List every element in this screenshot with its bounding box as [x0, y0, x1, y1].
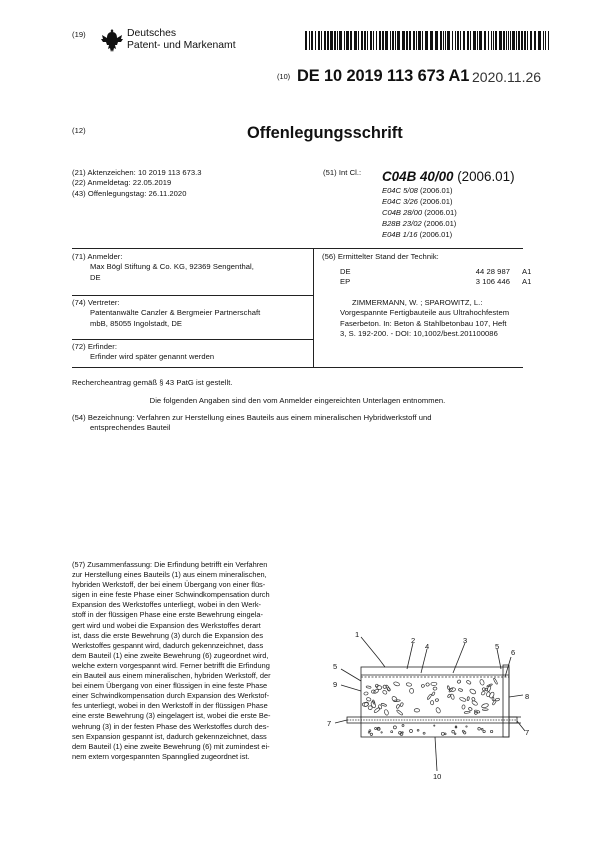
- prior-art-patent-row: DE 44 28 987 A1: [340, 267, 532, 276]
- aggregate-grain: [435, 699, 439, 702]
- aggregate-grain: [481, 728, 483, 730]
- patent-drawing: [325, 625, 535, 785]
- barcode-bar: [318, 31, 320, 50]
- application-data: [72, 168, 202, 199]
- barcode-bar: [460, 31, 461, 50]
- abstract-line: fes unterliegt, wobei in den Werkstoff in der flüssigen Phase: [72, 701, 268, 711]
- barcode: [305, 31, 551, 50]
- applicant-name: Max Bögl Stiftung & Co. KG, 92369 Sengenthal,: [90, 262, 254, 272]
- aggregate-grain: [364, 692, 369, 696]
- designation: [72, 413, 432, 434]
- barcode-bar: [455, 31, 456, 50]
- barcode-bar: [364, 31, 366, 50]
- barcode-bar: [425, 31, 428, 50]
- aggregate-grain: [464, 732, 466, 734]
- application-number: (21) Aktenzeichen: 10 2019 113 673.3: [72, 168, 202, 177]
- figure-label: 2: [411, 636, 416, 645]
- barcode-bar: [495, 31, 497, 50]
- abstract-line: gert wird und wobei die Expansion des Werkstoffes derart: [72, 620, 261, 630]
- barcode-bar: [491, 31, 492, 50]
- barcode-bar: [327, 31, 329, 50]
- office-name-line2: Patent- und Markenamt: [127, 40, 236, 52]
- ipc-secondary-item: E04C 5/08 (2006.01): [382, 186, 453, 195]
- barcode-bar: [418, 31, 421, 50]
- barcode-bar: [385, 31, 388, 50]
- prior-art-label: (56) Ermittelter Stand der Technik:: [322, 252, 439, 261]
- abstract-line: ein Bauteil aus einem mineralischen, hybriden Werkstoff, der: [72, 671, 271, 681]
- barcode-bar: [367, 31, 368, 50]
- aggregate-grain: [466, 726, 467, 727]
- barcode-bar: [409, 31, 411, 50]
- barcode-bar: [538, 31, 541, 50]
- abstract-line: wehrung (3) in der festen Phase des Werkstoffes durch des-: [72, 721, 269, 731]
- barcode-bar: [527, 31, 528, 50]
- applicant-country: DE: [90, 272, 101, 282]
- ipc-main-code: C04B 40/00: [382, 169, 454, 184]
- aggregate-grain: [469, 688, 477, 695]
- barcode-bar: [315, 31, 316, 50]
- aggregate-grain: [381, 732, 382, 733]
- aggregate-grain: [396, 704, 400, 709]
- barcode-bar: [524, 31, 526, 50]
- agent-address: mbB, 85055 Ingolstadt, DE: [90, 318, 183, 328]
- aggregate-grain: [417, 729, 419, 731]
- aggregate-grain: [471, 697, 475, 701]
- aggregate-grain: [485, 688, 487, 691]
- literature-authors: ZIMMERMANN, W. ; SPAROWITZ, L.:: [352, 298, 483, 307]
- inid-19: (19): [72, 30, 86, 39]
- aggregate-grain: [391, 731, 393, 733]
- prior-art-patent-row: EP 3 106 446 A1: [340, 277, 532, 287]
- barcode-bar: [484, 31, 486, 50]
- barcode-bar: [467, 31, 469, 50]
- barcode-bar: [430, 31, 433, 50]
- figure-label: 8: [525, 692, 530, 701]
- barcode-bar: [358, 31, 359, 50]
- office-name-line1: Deutsches: [127, 28, 177, 39]
- barcode-bar: [452, 31, 453, 50]
- document-title: Offenlegungsschrift: [247, 124, 403, 142]
- abstract-line: dem Bauteil (1) eine zweite Bewehrung (6) zugeordnet wird,: [72, 650, 269, 660]
- barcode-bar: [397, 31, 400, 50]
- aggregate-grain: [444, 733, 446, 735]
- barcode-bar: [321, 31, 322, 50]
- federal-eagle-logo-icon: [100, 27, 124, 55]
- barcode-bar: [510, 31, 511, 50]
- aggregate-grain: [434, 725, 435, 726]
- inid-12: (12): [72, 126, 86, 135]
- agent-block: [72, 298, 260, 329]
- abstract-line: hybriden Werkstoff, der bei einem Übergang von einer flüs-: [72, 580, 266, 590]
- divider-bottom: [72, 367, 523, 368]
- barcode-bar: [534, 31, 536, 50]
- aggregate-grain: [368, 732, 370, 734]
- aggregate-grain: [375, 728, 377, 730]
- aggregate-grain: [466, 680, 471, 685]
- aggregate-grain: [366, 697, 371, 701]
- abstract-line: einer Schwindkompensation durch Expansion des Werkstof-: [72, 691, 270, 701]
- barcode-bar: [373, 31, 374, 50]
- abstract-line: welche extern vorgespannt wird. Ferner betrifft die Erfindung: [72, 660, 270, 670]
- figure-label: 9: [333, 680, 338, 689]
- publication-date: 2020.11.26: [472, 69, 542, 85]
- aggregate-grain: [406, 682, 412, 686]
- barcode-bar: [330, 31, 333, 50]
- abstract-line: Expansion des Werkstoffes unterliegt, wobei in den Werk-: [72, 600, 261, 610]
- barcode-bar: [422, 31, 423, 50]
- barcode-bar: [473, 31, 476, 50]
- designation-line2: entsprechendes Bauteil: [90, 423, 171, 433]
- barcode-bar: [309, 31, 310, 50]
- aggregate-grain: [462, 705, 466, 710]
- aggregate-grain: [459, 697, 466, 702]
- aggregate-grain: [384, 709, 389, 715]
- barcode-bar: [463, 31, 465, 50]
- barcode-bar: [479, 31, 482, 50]
- barcode-bar: [361, 31, 363, 50]
- barcode-bar: [518, 31, 520, 50]
- barcode-bar: [548, 31, 549, 50]
- abstract-line: bei einem Übergang von einer flüssigen in eine feste Phase: [72, 681, 268, 691]
- abstract-line: Werkstoffes gespannt wird, dadurch gekennzeichnet, dass: [72, 640, 264, 650]
- aggregate-grain: [370, 701, 376, 709]
- barcode-bar: [392, 31, 394, 50]
- ipc-secondary-item: C04B 28/00 (2006.01): [382, 207, 457, 217]
- aggregate-grain: [431, 682, 437, 685]
- barcode-bar: [416, 31, 417, 50]
- barcode-bar: [305, 31, 307, 50]
- aggregate-grain: [435, 707, 441, 714]
- barcode-bar: [545, 31, 546, 50]
- filing-date: (22) Anmeldetag: 22.05.2019: [72, 178, 172, 188]
- inventor-label: (72) Erfinder:: [72, 342, 118, 351]
- aggregate-grain: [478, 728, 481, 731]
- designation-line1: (54) Bezeichnung: Verfahren zur Herstellung eines Bauteils aus einem mineralischen Hybridwerkstoff und: [72, 413, 432, 422]
- aggregate-grain: [393, 726, 396, 729]
- prior-art-literature: [340, 298, 509, 340]
- figure-label: 5: [495, 642, 500, 651]
- search-request-note: Rechercheantrag gemäß § 43 PatG ist gestellt.: [72, 378, 233, 387]
- abstract-line: (57) Zusammenfassung: Die Erfindung betrifft ein Verfahren: [72, 560, 268, 569]
- agent-name: Patentanwälte Canzler & Bergmeier Partnerschaft: [90, 308, 261, 318]
- aggregate-grain: [423, 732, 425, 734]
- divider-top: [72, 248, 523, 249]
- aggregate-grain: [481, 703, 489, 708]
- divider-left-1: [72, 295, 313, 296]
- barcode-bar: [346, 31, 349, 50]
- barcode-bar: [443, 31, 444, 50]
- barcode-bar: [457, 31, 459, 50]
- abstract-line: nem extern vorgespannten Spannglied zugeordnet ist.: [72, 751, 250, 761]
- aggregate-grain: [468, 707, 473, 711]
- aggregate-grain: [427, 694, 432, 700]
- aggregate-grain: [458, 688, 463, 692]
- aggregate-grain: [430, 701, 433, 705]
- aggregate-grain: [482, 709, 488, 711]
- component-outline: [361, 667, 509, 737]
- office-name: [127, 28, 236, 53]
- aggregate-grain: [457, 679, 461, 683]
- aggregate-grain: [450, 694, 455, 700]
- barcode-bar: [435, 31, 438, 50]
- aggregate-grain: [441, 732, 444, 735]
- barcode-bar: [339, 31, 342, 50]
- figure-label: 4: [425, 642, 430, 651]
- literature-source: Faserbeton. In: Beton & Stahlbetonbau 107, Heft: [340, 318, 507, 328]
- figure-label: 10: [433, 772, 442, 781]
- barcode-bar: [324, 31, 326, 50]
- inventor-name: Erfinder wird später genannt werden: [90, 352, 215, 362]
- barcode-bar: [493, 31, 494, 50]
- ipc-secondary-item: B28B 23/02 (2006.01): [382, 218, 457, 228]
- figure-label: 7: [327, 719, 332, 728]
- ipc-main-year: (2006.01): [457, 169, 515, 184]
- barcode-bar: [470, 31, 471, 50]
- barcode-bar: [370, 31, 372, 50]
- abstract-line: sen Expansion gespannt ist, dadurch gekennzeichnet, dass: [72, 731, 267, 741]
- barcode-bar: [344, 31, 345, 50]
- aggregate-grain: [393, 681, 400, 686]
- barcode-bar: [406, 31, 408, 50]
- aggregate-grain: [479, 679, 485, 686]
- aggregate-grain: [396, 709, 403, 715]
- barcode-bar: [413, 31, 415, 50]
- publication-number: DE 10 2019 113 673 A1: [297, 67, 470, 85]
- aggregate-grain: [431, 692, 435, 696]
- aggregate-grain: [414, 709, 420, 713]
- barcode-bar: [337, 31, 338, 50]
- inventor-block: [72, 342, 214, 363]
- figure-label: 6: [511, 648, 516, 657]
- aggregate-grain: [483, 730, 485, 732]
- barcode-bar: [521, 31, 523, 50]
- ipc-secondary-item: E04B 1/16 (2006.01): [382, 229, 453, 239]
- barcode-bar: [376, 31, 377, 50]
- barcode-bar: [508, 31, 509, 50]
- barcode-bar: [530, 31, 532, 50]
- abstract: [72, 560, 320, 762]
- source-note: Die folgenden Angaben sind den vom Anmelder eingereichten Unterlagen entnommen.: [149, 396, 446, 405]
- aggregate-grain: [454, 733, 456, 735]
- divider-vertical: [313, 248, 314, 367]
- prior-art-patents: [340, 267, 595, 288]
- aggregate-grain: [464, 711, 470, 714]
- aggregate-grain: [382, 690, 387, 695]
- aggregate-grain: [421, 684, 425, 688]
- barcode-bar: [499, 31, 502, 50]
- ipc-main: [382, 169, 515, 185]
- aggregate-grain: [492, 697, 494, 701]
- aggregate-grain: [425, 682, 429, 686]
- barcode-bar: [379, 31, 381, 50]
- barcode-bar: [395, 31, 396, 50]
- figure-label: 7: [525, 728, 530, 737]
- barcode-bar: [516, 31, 517, 50]
- barcode-bar: [477, 31, 478, 50]
- abstract-line: ist, dass die erste Bewehrung (3) durch die Expansion des: [72, 630, 264, 640]
- abstract-line: stoff in der flüssigen Phase eine erste Bewehrung eingela-: [72, 610, 263, 620]
- aggregate-grain: [481, 691, 486, 696]
- figure-label: 5: [333, 662, 338, 671]
- barcode-bar: [402, 31, 405, 50]
- literature-title: Vorgespannte Fertigbauteile aus Ultrahochfestem: [340, 308, 510, 318]
- literature-doi: 3, S. 192-200. - DOI: 10,1002/best.201100086: [340, 329, 498, 339]
- aggregate-grain: [370, 733, 372, 735]
- aggregate-grain: [369, 730, 371, 732]
- aggregate-grain: [400, 702, 404, 707]
- applicant-block: [72, 252, 254, 283]
- aggregate-grain: [409, 688, 413, 693]
- barcode-bar: [447, 31, 450, 50]
- applicant-label: (71) Anmelder:: [72, 252, 123, 261]
- figure-label: 1: [355, 630, 360, 639]
- abstract-line: zur Herstellung eines Bauteils (1) aus einem mineralischen,: [72, 570, 267, 580]
- figure-label: 3: [463, 636, 468, 645]
- aggregate-grain: [490, 730, 492, 732]
- aggregate-grain: [493, 678, 498, 685]
- barcode-bar: [311, 31, 313, 50]
- aggregate-grain: [452, 730, 455, 733]
- divider-left-2: [72, 339, 313, 340]
- aggregate-grain: [373, 689, 379, 694]
- aggregate-grain: [366, 686, 371, 689]
- aggregate-grain: [402, 725, 404, 727]
- barcode-bar: [390, 31, 391, 50]
- barcode-bar: [488, 31, 489, 50]
- barcode-bar: [382, 31, 384, 50]
- aggregate-grain: [433, 687, 437, 691]
- ipc-secondary-list: [382, 186, 457, 241]
- aggregate-grain: [467, 697, 470, 701]
- abstract-line: sigen in eine feste Phase einer Schwindkompensation durch: [72, 590, 270, 600]
- barcode-bar: [334, 31, 336, 50]
- barcode-bar: [506, 31, 507, 50]
- barcode-bar: [350, 31, 352, 50]
- barcode-bar: [445, 31, 446, 50]
- agent-label: (74) Vertreter:: [72, 298, 120, 307]
- barcode-bar: [440, 31, 442, 50]
- aggregate-grain: [410, 730, 413, 733]
- barcode-bar: [354, 31, 357, 50]
- abstract-line: dem Bauteil (1) eine zweite Bewehrung (6) mit zumindest ei-: [72, 741, 270, 751]
- inid-10: (10): [277, 72, 291, 81]
- barcode-bar: [512, 31, 515, 50]
- ipc-label: (51) Int Cl.:: [323, 168, 362, 177]
- barcode-bar: [503, 31, 505, 50]
- publication-date-line: (43) Offenlegungstag: 26.11.2020: [72, 188, 187, 198]
- barcode-bar: [543, 31, 544, 50]
- ipc-secondary-item: E04C 3/26 (2006.01): [382, 196, 453, 206]
- abstract-line: eine erste Bewehrung (3) eingelagert ist, wobei die erste Be-: [72, 711, 271, 721]
